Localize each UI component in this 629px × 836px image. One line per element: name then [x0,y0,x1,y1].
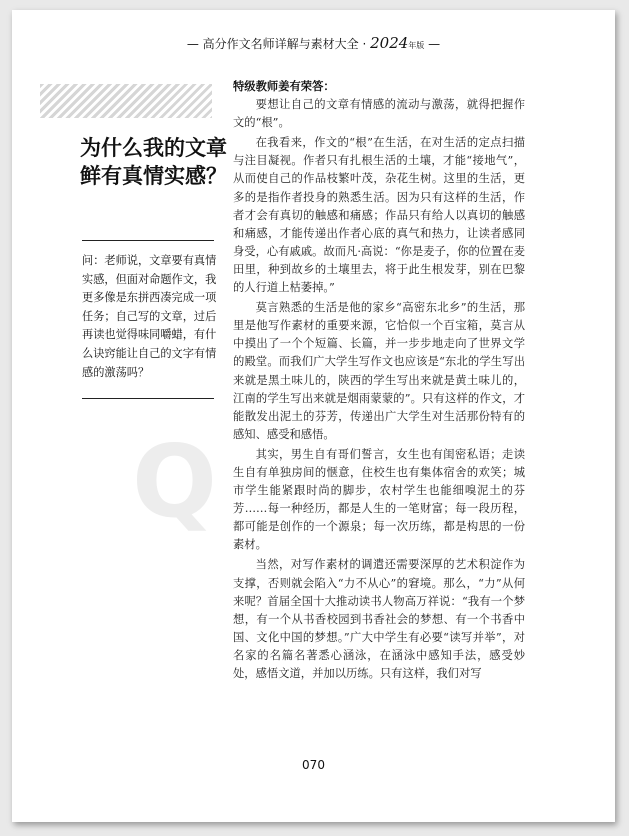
paragraph: 在我看来，作文的“根”在生活，在对生活的定点扫描与注目凝视。作者只有扎根生活的土壤，才能“接地气”，从而使自己的作品枝繁叶茂，杂花生树。这里的生活，更多的是指作者投身的熟悉生活。因为只有这样的生活，作者才会有真切的触感和痛感；作品只有给人以真切的触感和痛感，才能传递出作者心底的真气和热力，让读者感同身受，心有戚戚。故而凡·高说：“你是麦子，你的位置在麦田里，种到故乡的土壤里去，将于此生根发芽，别在巴黎的人行道上枯萎掉。” [233,136,525,295]
divider-top [82,240,214,241]
question-text: 问：老师说，文章要有真情实感，但面对命题作文，我更多像是东拼西凑完成一项任务；自己写的文章，过后再读也觉得味同嚼蜡，有什么诀窍能让自己的文字有情感的激荡吗？ [82,254,217,379]
paragraph: 莫言熟悉的生活是他的家乡“高密东北乡”的生活，那里是他写作素材的重要来源，它恰似一个百宝箱，莫言从中摸出了一个个短篇、长篇，并一步步地走向了世界文学的殿堂。而我们广大学生写作文也应该是“东北的学生写出来就是黑土味儿的，陕西的学生写出来就是黄土味儿的，江南的学生写出来就是烟雨蒙蒙的”。只有这样的作文，才能散发出泥土的芬芳，传递出广大学生对生活那份特有的感知、感受和感悟。 [233,301,525,441]
answer-body [233,78,525,685]
running-header [12,34,615,52]
book-page [12,10,615,822]
decorative-stripes [40,84,212,118]
paragraph: 当然，对写作素材的调遣还需要深厚的艺术积淀作为支撑，否则就会陷入“力不从心”的窘境。那么，“力”从何来呢？首届全国十大推动读书人物高万祥说：“我有一个梦想，有一个从书香校园到书香社会的梦想、有一个书香中国、文化中国的梦想。”广大中学生有必要“读写并举”，对名家的名篇名著悉心涵泳，在涵泳中感知手法，感受妙处，感悟文道，并加以历练。只有这样，我们对写 [233,558,525,680]
header-prefix: — 高分作文名师详解与素材大全 · [186,37,371,51]
header-suffix: — [424,37,441,51]
header-edition: 年版 [408,41,425,50]
page-number: 070 [302,758,325,772]
answer-lead: 特级教师姜有荣答： [233,80,335,93]
paragraph: 其实，男生自有哥们誓言，女生也有闺密私语；走读生自有单独房间的惬意，住校生也有集体宿舍的欢笑；城市学生能紧跟时尚的脚步，农村学生也能细嗅泥土的芬芳……每一种经历，都是人生的一笔财富；每一段历程，都可能是创作的一个源泉；每一次历练，都是构思的一份素材。 [233,447,525,552]
paragraph: 要想让自己的文章有情感的流动与激荡，就得把握作文的“根”。 [233,98,525,130]
q-watermark: Q [132,423,218,540]
header-year: 2024 [370,34,409,52]
divider-bottom [82,398,214,399]
question-title: 为什么我的文章鲜有真情实感？ [80,136,227,188]
